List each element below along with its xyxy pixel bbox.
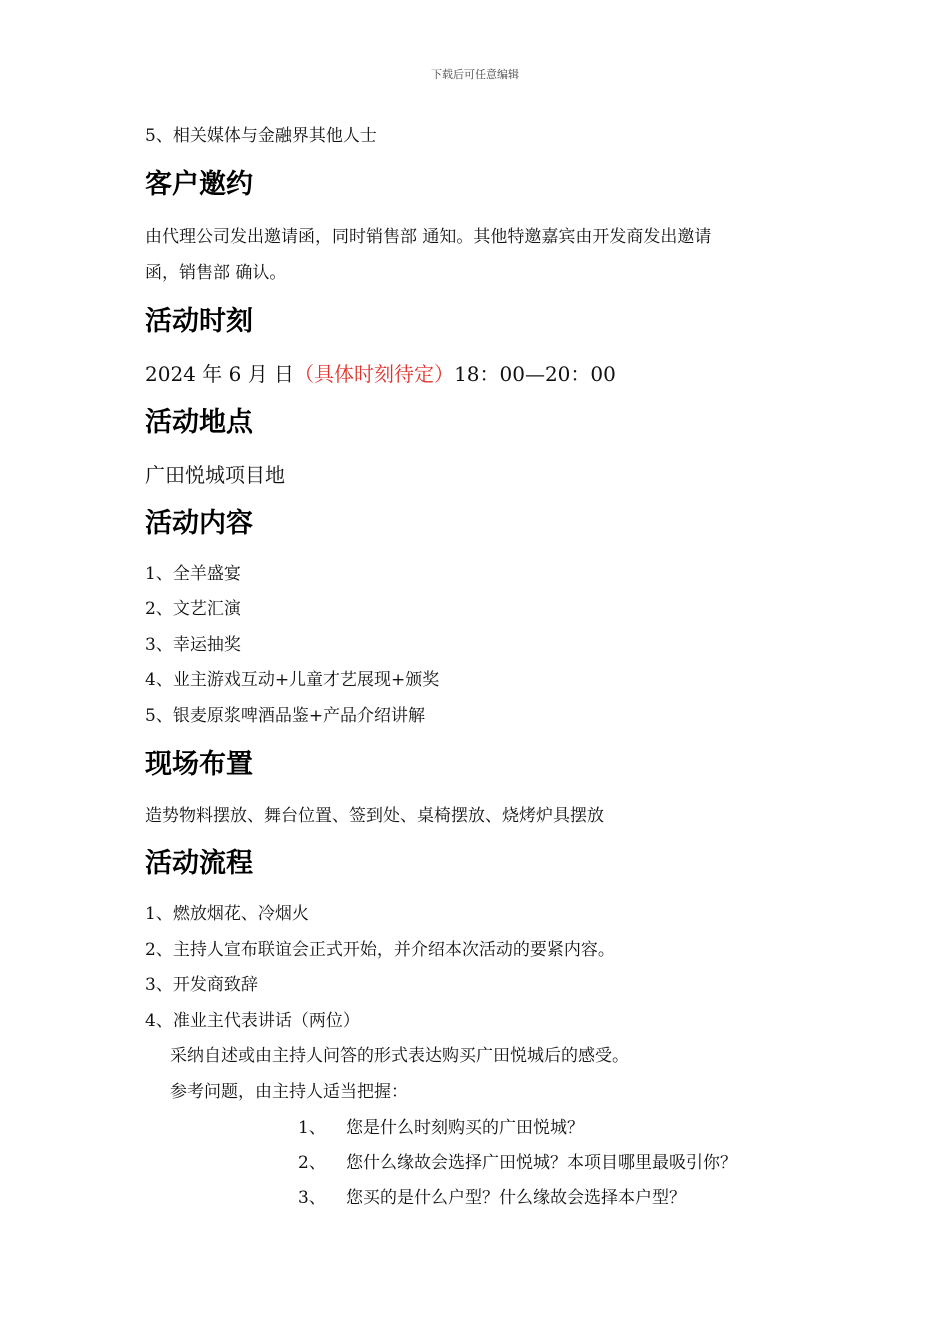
flow-sub-text: 采纳自述或由主持人问答的形式表达购买广田悦城后的感受。 bbox=[170, 1046, 629, 1066]
question-text: 您什么缘故会选择广田悦城？本项目哪里最吸引你？ bbox=[346, 1153, 737, 1173]
section-title-content: 活动内容 bbox=[145, 508, 253, 539]
flow-list-item: 1、燃放烟花、冷烟火 bbox=[145, 904, 309, 924]
content-list-item: 1、全羊盛宴 bbox=[145, 564, 241, 584]
flow-sub-text: 参考问题，由主持人适当把握： bbox=[170, 1082, 408, 1102]
event-hours: 18：00—20：00 bbox=[454, 362, 616, 386]
question-text: 您是什么时刻购买的广田悦城？ bbox=[346, 1118, 584, 1138]
invite-text-line2: 函，销售部 确认。 bbox=[145, 263, 287, 283]
layout-text: 造势物料摆放、舞台位置、签到处、桌椅摆放、烧烤炉具摆放 bbox=[145, 806, 604, 826]
content-list-item: 4、业主游戏互动+儿童才艺展现+颁奖 bbox=[145, 670, 440, 690]
intro-list-item: 5、相关媒体与金融界其他人士 bbox=[145, 126, 377, 146]
event-time-note: （具体时刻待定） bbox=[294, 362, 455, 386]
content-list-item: 5、银麦原浆啤酒品鉴+产品介绍讲解 bbox=[145, 706, 426, 726]
question-text: 您买的是什么户型？什么缘故会选择本户型？ bbox=[346, 1188, 686, 1208]
question-number: 1、 bbox=[298, 1118, 326, 1138]
section-title-flow: 活动流程 bbox=[145, 848, 253, 879]
question-number: 2、 bbox=[298, 1153, 326, 1173]
flow-list-item: 4、准业主代表讲话（两位） bbox=[145, 1011, 360, 1031]
flow-list-item: 3、开发商致辞 bbox=[145, 975, 258, 995]
event-time-line bbox=[145, 362, 616, 386]
question-number: 3、 bbox=[298, 1188, 326, 1208]
content-list-item: 3、幸运抽奖 bbox=[145, 635, 241, 655]
content-list-item: 2、文艺汇演 bbox=[145, 599, 241, 619]
section-title-layout: 现场布置 bbox=[145, 749, 253, 780]
watermark-header: 下载后可任意编辑 bbox=[431, 68, 519, 81]
invite-text-line1: 由代理公司发出邀请函，同时销售部 通知。其他特邀嘉宾由开发商发出邀请 bbox=[145, 227, 712, 247]
section-title-invite: 客户邀约 bbox=[145, 169, 253, 200]
section-title-time: 活动时刻 bbox=[145, 306, 253, 337]
section-title-place: 活动地点 bbox=[145, 407, 253, 438]
event-date: 2024 年 6 月 日 bbox=[145, 362, 295, 386]
flow-list-item: 2、主持人宣布联谊会正式开始，并介绍本次活动的要紧内容。 bbox=[145, 940, 615, 960]
event-place: 广田悦城项目地 bbox=[145, 463, 285, 487]
